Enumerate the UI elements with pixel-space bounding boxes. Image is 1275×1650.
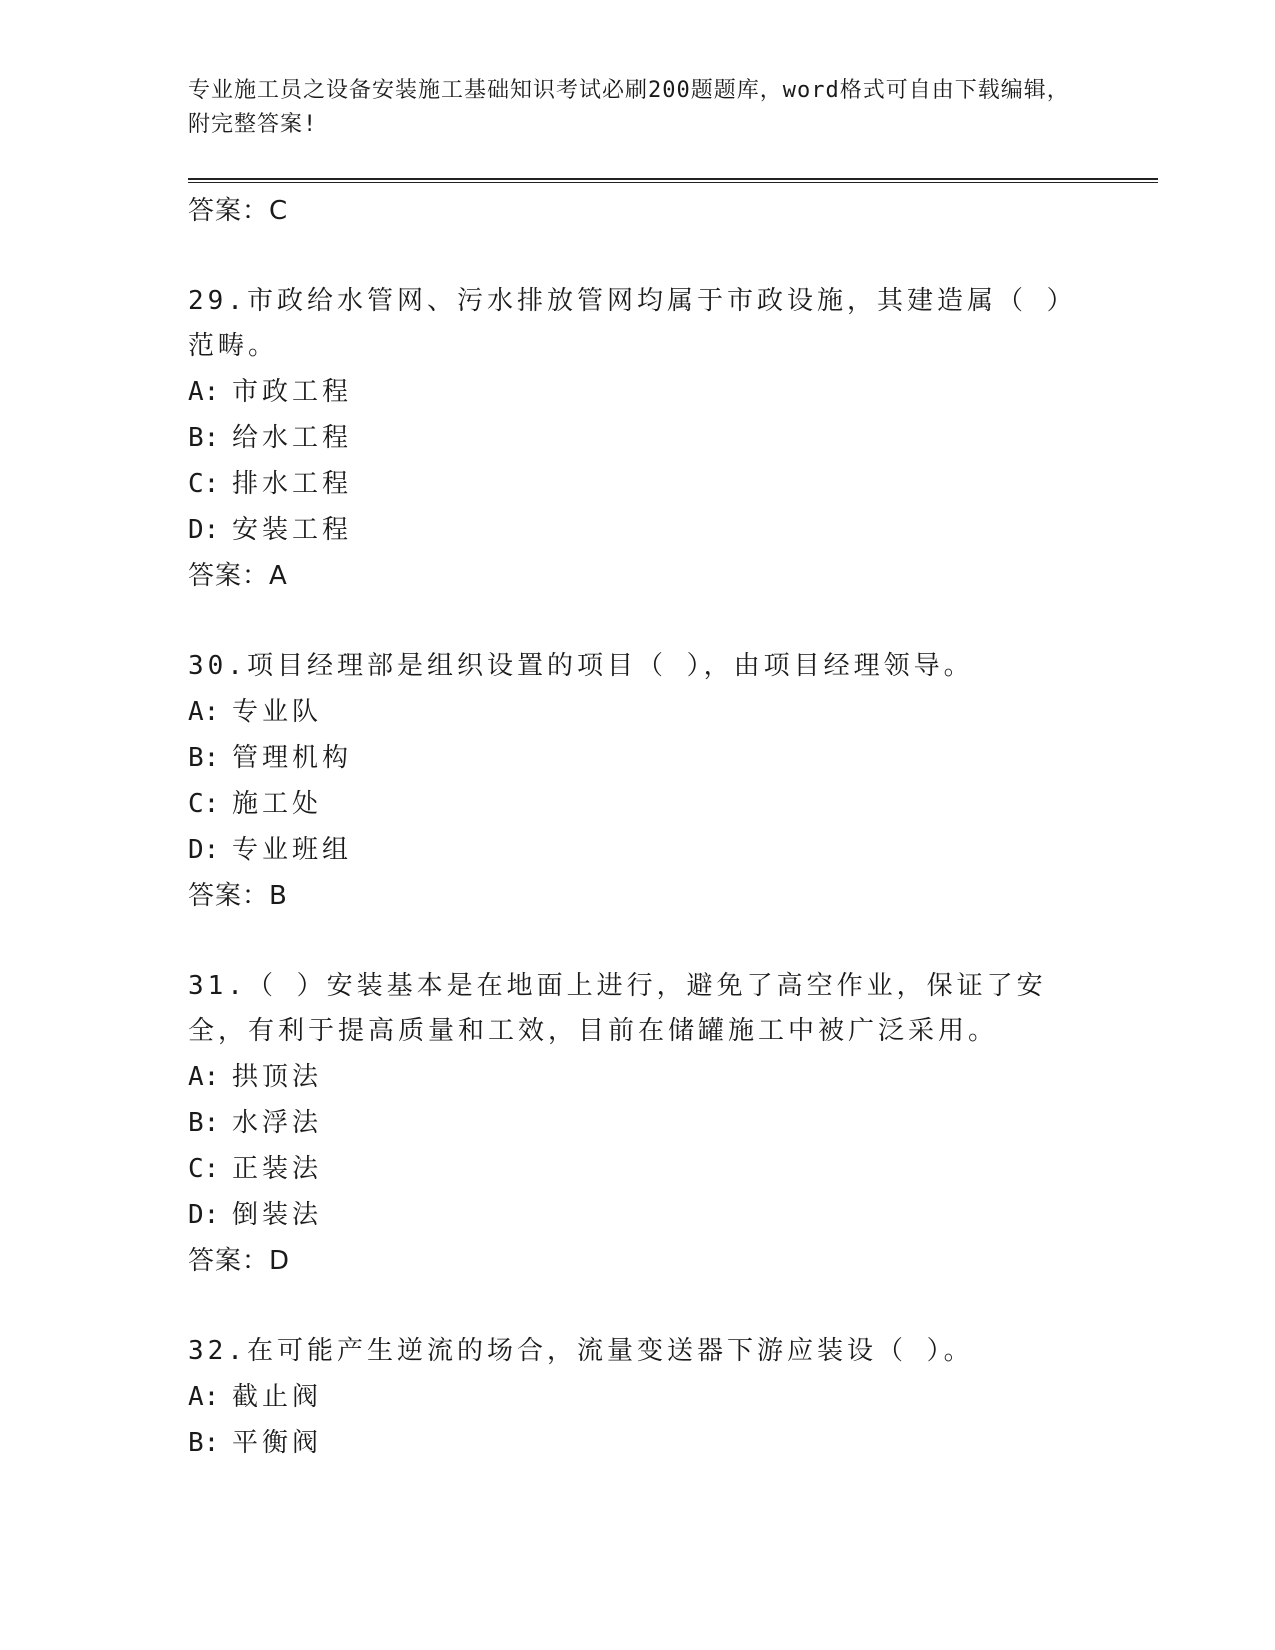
option-letter: D:: [188, 1200, 220, 1230]
option-text: 拱顶法: [232, 1062, 323, 1092]
option-a: [188, 1374, 1068, 1420]
option-letter: C:: [188, 469, 220, 499]
option-text: 水浮法: [232, 1108, 323, 1138]
option-d: [188, 827, 1068, 873]
option-text: 安装工程: [232, 515, 353, 545]
option-letter: B:: [188, 1108, 220, 1138]
option-a: [188, 1054, 1068, 1100]
option-letter: D:: [188, 835, 220, 865]
option-letter: D:: [188, 515, 220, 545]
question-stem: 29.市政给水管网、污水排放管网均属于市政设施，其建造属（ ）范畴。: [188, 286, 1064, 361]
option-b: [188, 735, 1068, 781]
option-c: [188, 781, 1068, 827]
option-letter: A:: [188, 1062, 220, 1092]
option-letter: A:: [188, 377, 220, 407]
option-text: 市政工程: [232, 377, 353, 407]
option-letter: B:: [188, 1428, 220, 1458]
option-b: [188, 1100, 1068, 1146]
answer-31: 答案：D: [188, 1246, 291, 1276]
option-text: 施工处: [232, 789, 323, 819]
document-header: 专业施工员之设备安装施工基础知识考试必刷200题题库，word格式可自由下载编辑，附完整答案!: [188, 78, 1070, 137]
question-stem: 32.在可能产生逆流的场合，流量变送器下游应装设（ ）。: [188, 1336, 974, 1366]
option-text: 专业队: [232, 697, 323, 727]
option-text: 平衡阀: [232, 1428, 323, 1458]
option-text: 正装法: [232, 1154, 323, 1184]
option-text: 排水工程: [232, 469, 353, 499]
question-stem: 31.（ ）安装基本是在地面上进行，避免了高空作业，保证了安全，有利于提高质量和工效，目前在储罐施工中被广泛采用。: [188, 971, 1047, 1046]
header-divider: [188, 178, 1158, 183]
question-list: [188, 188, 1068, 1466]
question-stem: 30.项目经理部是组织设置的项目（ ），由项目经理领导。: [188, 651, 974, 681]
option-c: [188, 461, 1068, 507]
option-letter: B:: [188, 743, 220, 773]
question-32: [188, 1329, 1068, 1466]
question-30: [188, 644, 1068, 919]
option-letter: B:: [188, 423, 220, 453]
option-d: [188, 1192, 1068, 1238]
option-a: [188, 689, 1068, 735]
option-letter: A:: [188, 1382, 220, 1412]
option-text: 给水工程: [232, 423, 353, 453]
option-b: [188, 415, 1068, 461]
option-text: 倒装法: [232, 1200, 323, 1230]
option-b: [188, 1420, 1068, 1466]
answer-29: 答案：A: [188, 561, 288, 591]
question-29: [188, 279, 1068, 599]
option-c: [188, 1146, 1068, 1192]
option-letter: C:: [188, 789, 220, 819]
answer-30: 答案：B: [188, 881, 288, 911]
option-d: [188, 507, 1068, 553]
option-text: 管理机构: [232, 743, 353, 773]
option-text: 专业班组: [232, 835, 353, 865]
answer-28: 答案：C: [188, 196, 289, 226]
option-text: 截止阀: [232, 1382, 323, 1412]
option-a: [188, 369, 1068, 415]
option-letter: C:: [188, 1154, 220, 1184]
option-letter: A:: [188, 697, 220, 727]
question-31: [188, 964, 1068, 1284]
